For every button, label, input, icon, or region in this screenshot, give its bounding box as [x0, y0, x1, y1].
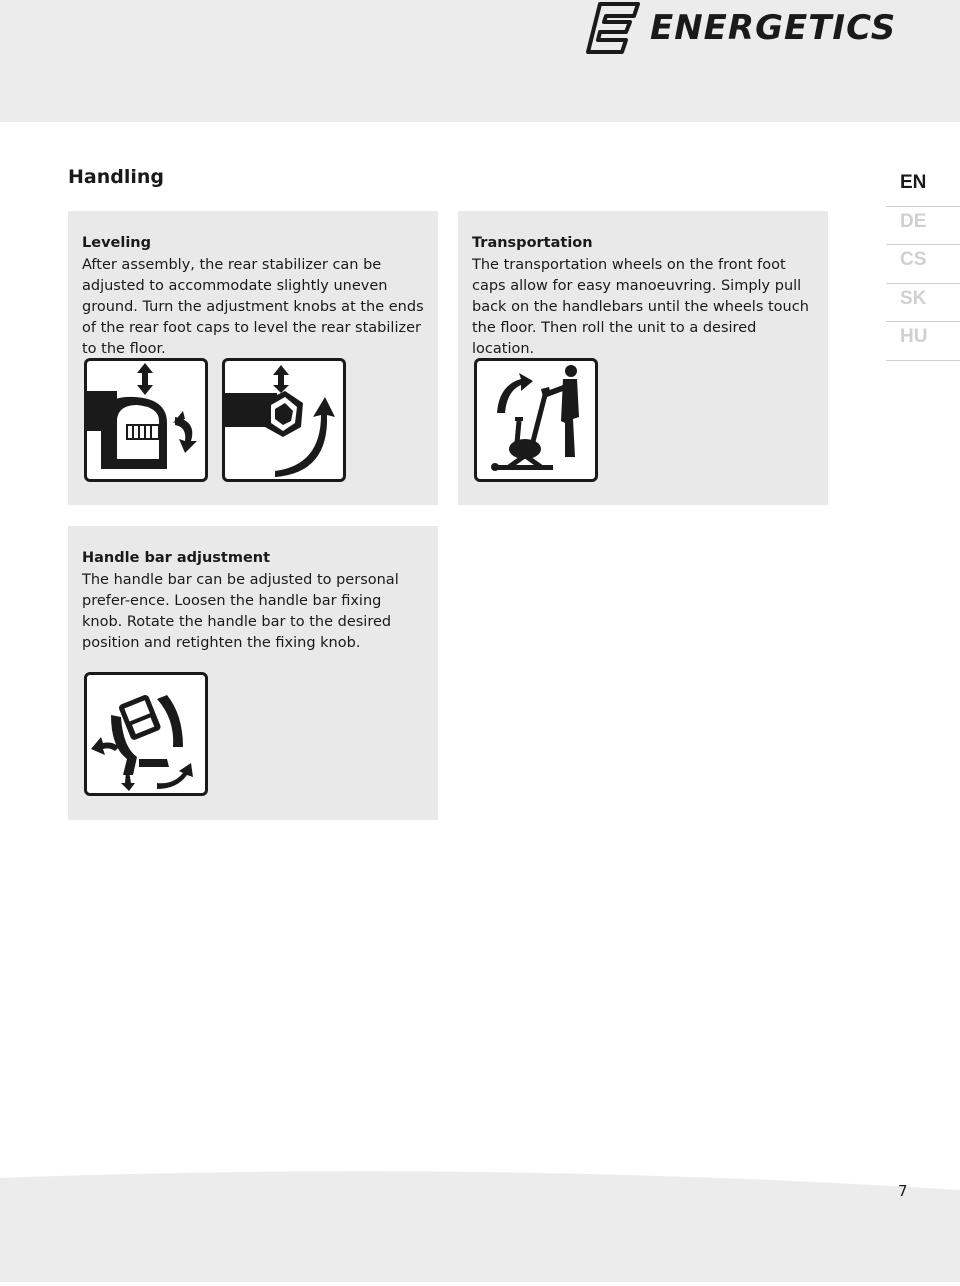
brand-e-mark-icon — [586, 2, 642, 54]
page-title: Handling — [68, 166, 165, 188]
bike-tilt-transport-icon — [477, 361, 595, 479]
leveling-title: Leveling — [82, 235, 152, 251]
handlebar-illustration — [84, 672, 208, 796]
hex-knob-illustration — [222, 358, 346, 482]
handlebar-rotate-icon — [87, 675, 205, 793]
lang-en[interactable]: EN — [886, 168, 960, 207]
hex-knob-rotate-icon — [225, 361, 343, 479]
language-nav — [886, 168, 960, 361]
foot-cap-knob-illustration — [84, 358, 208, 482]
footer-band — [0, 1170, 960, 1282]
footer-curve — [0, 1170, 960, 1282]
brand-name: ENERGETICS — [650, 8, 897, 48]
lang-hu[interactable]: HU — [886, 322, 960, 361]
transportation-title: Transportation — [472, 235, 593, 251]
lang-sk[interactable]: SK — [886, 284, 960, 323]
bike-transport-illustration — [474, 358, 598, 482]
lang-de[interactable]: DE — [886, 207, 960, 246]
handlebar-title: Handle bar adjustment — [82, 550, 271, 566]
page-number: 7 — [898, 1182, 908, 1200]
leveling-text: After assembly, the rear stabilizer can be adjusted to accommodate slightly uneven ground. Turn the adjustment knobs at the ends of the rear foot caps to level the rear stabilizer to the floor. — [82, 257, 424, 357]
brand-logo — [586, 2, 926, 54]
foot-cap-knob-icon — [87, 361, 205, 479]
lang-cs[interactable]: CS — [886, 245, 960, 284]
handlebar-text: The handle bar can be adjusted to personal prefer-ence. Loosen the handle bar fixing knob. Rotate the handle bar to the desired position and retighten the fixing knob. — [82, 572, 399, 651]
transportation-text: The transportation wheels on the front foot caps allow for easy manoeuvring. Simply pull back on the handlebars until the wheels touch the floor. Then roll the unit to a desired location. — [472, 257, 809, 357]
